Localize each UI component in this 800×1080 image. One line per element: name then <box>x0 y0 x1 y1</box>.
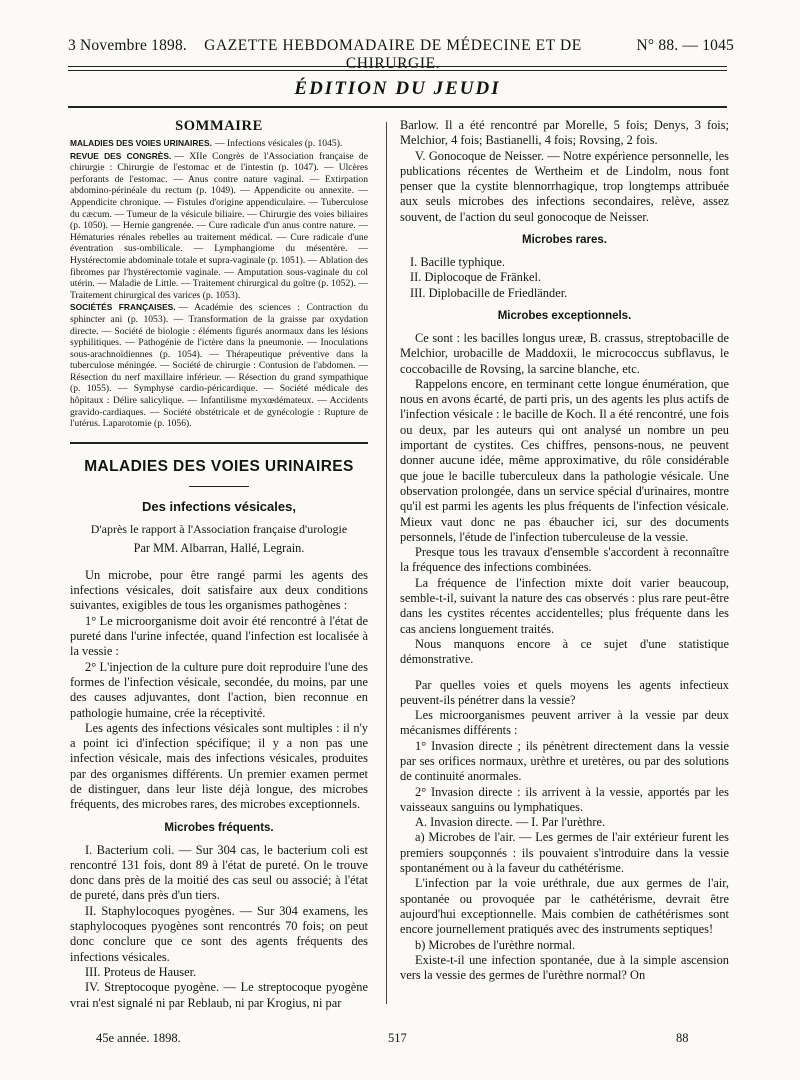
sommaire-item-label: REVUE DES CONGRÈS. <box>70 150 172 161</box>
running-header <box>68 37 734 72</box>
paragraph-gap <box>400 668 729 678</box>
issue-date: 3 Novembre 1898. <box>68 37 187 54</box>
body-paragraph: Par quelles voies et quels moyens les agents infectieux peuvent-ils pénétrer dans la vessie? <box>400 677 729 707</box>
sommaire-item-text: — Académie des sciences : Contraction du sphincter ani (p. 1053). — Transformation de la graisse par oxydation directe. — Société de biologie : éléments figurés anormaux dans les lésions syphilitiques. — Pathogénie de l'ictère dans la pneumonie. — Inoculations sous-arachnoïdiennes (p. 1054). — Thérapeutique préventive dans la tuberculose méningée. — Société de chirurgie : Contusion de l'abdomen. — Résection du nerf maxillaire inférieur. — Résection du grand sympathique (p. 1055). — Symphyse cardio-péricardique. — Société médicale des hôpitaux : Délire salicylique. — Infantilisme myxœdémateux. — Accidents gravido-cardiaques. — Société obstétricale et de gynécologie : Rupture de l'utérus. Laparotomie (p. 1056). <box>70 302 368 430</box>
body-paragraph: III. Proteus de Hauser. <box>85 964 197 979</box>
body-paragraph: L'infection par la voie uréthrale, due aux germes de l'air, spontanée ou provoquée par le cathétérisme, devrait être aujourd'hui exceptionnelle. Mais combien de cathétérismes sont encore journellement pratiqués avec des instruments septiques! <box>400 876 729 937</box>
body-paragraph: Les microorganismes peuvent arriver à la vessie par deux mécanismes différents : <box>400 708 729 738</box>
header-rule-top <box>68 66 727 67</box>
body-paragraph: IV. Streptocoque pyogène. — Le streptocoque pyogène vrai n'est signalé ni par Reblaub, ni par Krogius, ni par <box>70 980 368 1010</box>
body-paragraph: II. Staphylocoques pyogènes. — Sur 304 examens, les staphylocoques pyogènes sont rencontrés 70 fois; on peut donc conclure que ce sont des agents fréquents des infections vésicales. <box>70 903 368 964</box>
header-rule-bottom <box>68 70 727 71</box>
sommaire-item <box>70 138 368 150</box>
exceptional-heading: Microbes exceptionnels. <box>497 309 632 322</box>
body-paragraph: 2° L'injection de la culture pure doit reproduire l'une des formes de l'infection vésicale, secondée, du moins, par une des causes adjuvantes, dont l'action, bien reconnue en pathologie humaine, crée la réceptivité. <box>70 659 368 720</box>
body-paragraph: A. Invasion directe. — I. Par l'urèthre. <box>415 815 606 830</box>
body-paragraph: Rappelons encore, en terminant cette longue énumération, que nous en avons écarté, de parti pris, un des agents les plus actifs de l'infection vésicale : le bacille de Koch. Il a été rencontré, une fois ou deux, par les auteurs qui ont analysé un nombre un peu important de cystites. Ces chiffres, pensons-nous, ne peuvent donner aucune idée, même approximative, du rôle considérable que joue le bacille tuberculeux dans la pathologie vésicale. Une observation prolongée, dans un service spécial d'urinaires, montre qu'il est parmi les agents les plus fréquents de l'infection vésicale. Mieux vaut donc ne pas ébaucher ici, sur des documents personnels, l'étude de l'infection tuberculeuse de la vessie. <box>400 376 729 544</box>
body-paragraph: Les agents des infections vésicales sont multiples : il n'y a point ici d'infection spécifique; il y a non pas une infection vésicale, mais des infections vésicales, produites par des organismes différents. Un premier examen permet de distinguer, dans leur liste déjà longue, des microbes fréquents, des microbes rares, des microbes exceptionnels. <box>70 720 368 812</box>
rare-list-item: III. Diplobacille de Friedländer. <box>410 285 568 300</box>
body-paragraph: 2° Invasion directe : ils arrivent à la vessie, apportés par les vaisseaux sanguins ou lymphatiques. <box>400 784 729 814</box>
body-paragraph: Existe-t-il une infection spontanée, due à la simple ascension vers la vessie des germes de l'urèthre normal? On <box>400 952 729 983</box>
edition-rule <box>68 106 727 108</box>
sommaire-item <box>70 302 368 430</box>
body-paragraph: I. Bacterium coli. — Sur 304 cas, le bacterium coli est rencontré 131 fois, dont 89 à l'état de pureté. On le trouve donc dans près de la moitié des cas seul ou associé; à l'état de pureté, dans près d'un tiers. <box>70 842 368 903</box>
right-column <box>400 118 729 983</box>
column-divider <box>386 122 387 1004</box>
footer-year-text: 45e année. 1898. <box>96 1031 181 1045</box>
edition-banner: ÉDITION DU JEUDI <box>294 78 501 99</box>
sommaire-item-text: — Infections vésicales (p. 1045). <box>214 138 343 149</box>
body-paragraph: Barlow. Il a été rencontré par Morelle, 5 fois; Denys, 3 fois; Melchior, 4 fois; Bastianelli, 4 fois; Rovsing, 2 fois. <box>400 118 729 148</box>
sommaire-item-text: — XIIe Congrès de l'Association française de chirurgie : Chirurgie de l'estomac et de l'intestin (p. 1047). — Ulcères perforants de l'estomac. — Anus contre nature vaginal. — Extirpation abdomino-périnéale du rectum (p. 1049). — Appendicite ou annexite. — Appendicite chronique. — Fistules d'origine appendiculaire. — Tuberculose du cæcum. — Tumeur de la vésicule biliaire. — Chirurgie des voies biliaires (p. 1050). — Hernie gangrenée. — Cure radicale d'un anus contre nature. — Hématuries rénales rebelles au traitement médical. — Cure radicale d'une éventration sus-ombilicale. — Lymphangiome du mésentère. — Hystérectomie abdominale totale et supra-vaginale (p. 1051). — Ablation des fibromes par l'hystérectomie vaginale. — Amputation sous-vaginale du col utérin. — Maladie de Little. — Traitement chirurgical du goître (p. 1052). — Traitement chirurgical des varices (p. 1053). <box>70 150 368 301</box>
body-paragraph: a) Microbes de l'air. — Les germes de l'air extérieur furent les premiers soupçonnés : ils pouvaient s'introduire dans la vessie spontanément ou à la faveur du cathétérisme. <box>400 830 729 876</box>
article-subtitle: D'après le rapport à l'Association française d'urologie <box>90 521 348 536</box>
body-paragraph: b) Microbes de l'urèthre normal. <box>415 937 576 952</box>
issue-number: N° 88. — 1045 <box>636 37 734 54</box>
body-paragraph: 1° Invasion directe ; ils pénètrent directement dans la vessie par ses orifices normaux, urèthre et uretères, ou par des solutions de continuité anormales. <box>400 738 729 784</box>
body-paragraph: La fréquence de l'infection mixte doit varier beaucoup, semble-t-il, suivant la nature des cas observés : plus rare peut-être dans les cystites récentes accidentelles; plus fréquente dans les cas anciens longuement traités. <box>400 575 729 636</box>
sommaire-item <box>70 151 368 302</box>
journal-title: GAZETTE HEBDOMADAIRE DE MÉDECINE ET DE CHIRURGIE. <box>204 37 582 72</box>
body-paragraph: 1° Le microorganisme doit avoir été rencontré à l'état de pureté dans l'urine infectée, quand l'infection est localisée à la vessie : <box>70 613 368 659</box>
body-paragraph: Un microbe, pour être rangé parmi les agents des infections vésicales, doit satisfaire aux deux conditions suivantes, exigibles de tous les organismes pathogènes : <box>70 567 368 613</box>
title-rule <box>189 486 249 487</box>
rare-list-item: I. Bacille typhique. <box>410 255 505 270</box>
body-paragraph: Ce sont : les bacilles longus ureæ, B. crassus, streptobacille de Melchior, urobacille de Maddoxii, le micrococcus subflavus, le coccobacille de Rovsing, la sarcine blanche, etc. <box>400 330 729 376</box>
article-authors: Par MM. Albarran, Hallé, Legrain. <box>133 540 305 555</box>
section-title: MALADIES DES VOIES URINAIRES <box>84 457 354 475</box>
left-column <box>70 118 368 1011</box>
sommaire-title: SOMMAIRE <box>175 118 263 134</box>
body-paragraph: Presque tous les travaux d'ensemble s'accordent à reconnaître la fréquence des infections combinées. <box>400 545 729 575</box>
section-separator <box>70 442 368 444</box>
footer-folio: 517 <box>388 1031 407 1045</box>
rare-heading: Microbes rares. <box>521 234 607 247</box>
sommaire-item-label: SOCIÉTÉS FRANÇAISES. <box>70 302 176 313</box>
frequent-heading: Microbes fréquents. <box>164 821 274 834</box>
body-paragraph: Nous manquons encore à ce sujet d'une statistique démonstrative. <box>400 636 729 667</box>
footer-year <box>96 1031 181 1046</box>
body-paragraph: V. Gonocoque de Neisser. — Notre expérience personnelle, les publications récentes de Wertheim et de Lindolm, nous font penser que la cystite blennorrhagique, trop longtemps attribuée aux seuls microbes des infections secondaires, relève, assez souvent, de l'action du seul gonocoque de Neisser. <box>400 148 729 224</box>
sommaire-list <box>70 138 368 430</box>
footer-page-number: 88 <box>676 1031 689 1045</box>
sommaire-item-label: MALADIES DES VOIES URINAIRES. <box>70 138 212 148</box>
rare-list-item: II. Diplocoque de Fränkel. <box>410 270 542 285</box>
article-title: Des infections vésicales, <box>142 498 296 514</box>
